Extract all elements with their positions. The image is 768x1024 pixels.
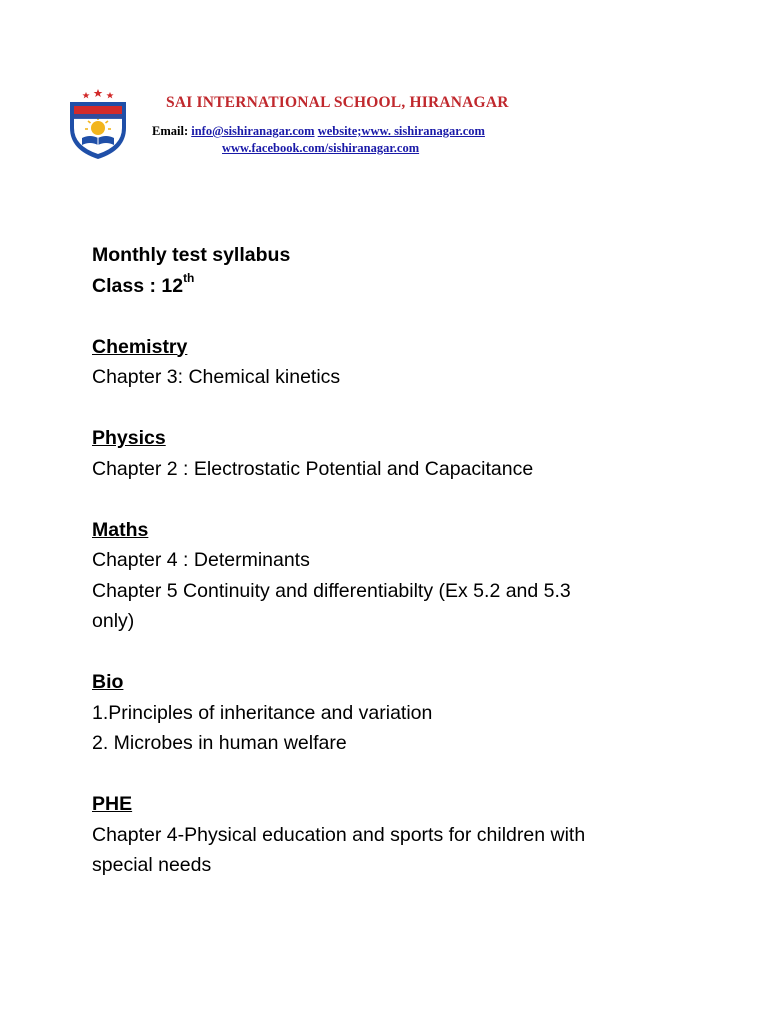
section-heading-phe: PHE: [92, 793, 133, 815]
class-label: Class : 12: [92, 274, 184, 297]
phe-item: Chapter 4-Physical education and sports for children with: [92, 823, 586, 846]
bio-item: 2. Microbes in human welfare: [92, 732, 347, 754]
contact-line: [152, 124, 485, 139]
school-logo: [66, 88, 130, 160]
section-heading-chemistry: Chemistry: [92, 335, 188, 358]
email-label: Email:: [152, 124, 189, 138]
class-line: [92, 271, 712, 302]
section-heading-physics: Physics: [92, 427, 166, 449]
syllabus-content: [92, 240, 712, 881]
maths-item: Chapter 5 Continuity and differentiabilty (Ex 5.2 and 5.3: [92, 579, 571, 602]
facebook-link[interactable]: www.facebook.com/sishiranagar.com: [222, 141, 420, 155]
letterhead: [66, 88, 606, 168]
email-link[interactable]: info@sishiranagar.com: [191, 124, 315, 138]
website-link[interactable]: website;www. sishiranagar.com: [317, 124, 485, 138]
section-heading-bio: Bio: [92, 671, 124, 693]
chemistry-item: Chapter 3: Chemical kinetics: [92, 366, 341, 388]
class-suffix: th: [183, 271, 195, 285]
physics-item: Chapter 2 : Electrostatic Potential and Capacitance: [92, 457, 534, 480]
phe-item: special needs: [92, 854, 212, 876]
school-name: SAI INTERNATIONAL SCHOOL, HIRANAGAR: [166, 94, 509, 111]
section-heading-maths: Maths: [92, 518, 149, 541]
doc-title: Monthly test syllabus: [92, 244, 291, 266]
maths-item: Chapter 4 : Determinants: [92, 549, 310, 571]
facebook-line: [222, 141, 419, 156]
maths-item: only): [92, 610, 135, 632]
bio-item: 1.Principles of inheritance and variation: [92, 701, 433, 724]
